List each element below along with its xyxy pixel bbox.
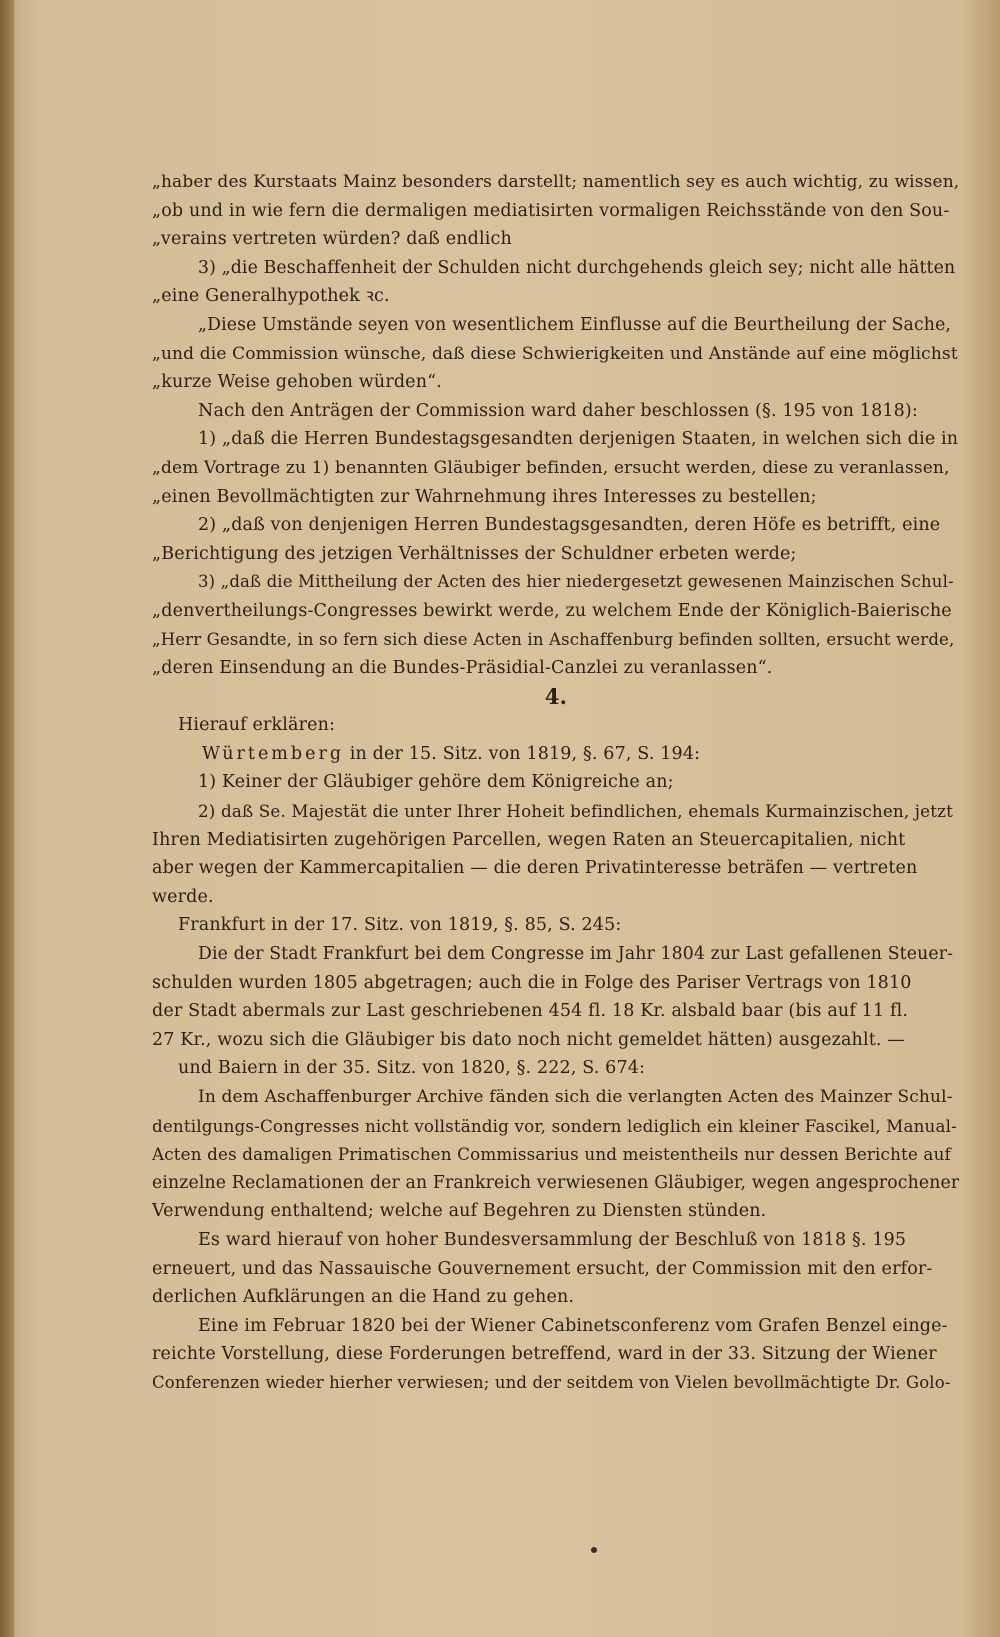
- text-line: Conferenzen wieder hierher verwiesen; und der seitdem von Vielen bevollmächtigte Dr. Golo-: [152, 1372, 951, 1392]
- text-line: schulden wurden 1805 abgetragen; auch die in Folge des Pariser Vertrags von 1810: [152, 972, 912, 993]
- text-line: Nach den Anträgen der Commission ward daher beschlossen (§. 195 von 1818):: [198, 400, 918, 421]
- text-line: derlichen Aufklärungen an die Hand zu gehen.: [152, 1287, 575, 1308]
- text-line: der Stadt abermals zur Last geschriebenen 454 fl. 18 Kr. alsbald baar (bis auf 11 fl.: [152, 1001, 909, 1022]
- text-line: 2) „daß von denjenigen Herren Bundestagsgesandten, deren Höfe es betrifft, eine: [198, 515, 941, 536]
- text-line: aber wegen der Kammercapitalien — die deren Privatinteresse beträfen — vertreten: [152, 858, 918, 879]
- text-line: Verwendung enthaltend; welche auf Begehren zu Diensten stünden.: [152, 1201, 767, 1222]
- text-line: „und die Commission wünsche, daß diese Schwierigkeiten und Anstände auf eine möglichst: [152, 343, 958, 364]
- text-line: Ihren Mediatisirten zugehörigen Parcellen, wegen Raten an Steuercapitalien, nicht: [152, 829, 906, 850]
- text-line: Die der Stadt Frankfurt bei dem Congresse im Jahr 1804 zur Last gefallenen Steuer-: [198, 944, 954, 965]
- text-line: 3) „daß die Mittheilung der Acten des hier niedergesetzt gewesenen Mainzischen Schul-: [198, 572, 954, 592]
- text-line: „dem Vortrage zu 1) benannten Gläubiger befinden, ersucht werden, diese zu veranlassen,: [152, 457, 950, 478]
- section-number: 4.: [544, 683, 568, 709]
- text-line: erneuert, und das Nassauische Gouvernement ersucht, der Commission mit den erfor-: [152, 1258, 933, 1279]
- book-spine-edge: [0, 0, 14, 1637]
- text-line: Frankfurt in der 17. Sitz. von 1819, §. 85, S. 245:: [178, 915, 622, 936]
- text-line: werde.: [152, 886, 214, 907]
- body-text: [152, 168, 960, 1398]
- text-line: „denvertheilungs-Congresses bewirkt werde, zu welchem Ende der Königlich-Baierische: [152, 600, 952, 621]
- text-line: dentilgungs-Congresses nicht vollständig vor, sondern lediglich ein kleiner Fascikel, Manual-: [152, 1115, 957, 1136]
- text-line: 2) daß Se. Majestät die unter Ihrer Hoheit befindlichen, ehemals Kurmainzischen, jetzt: [198, 801, 953, 822]
- text-line: reichte Vorstellung, diese Forderungen betreffend, ward in der 33. Sitzung der Wiener: [152, 1344, 937, 1365]
- text-line: „haber des Kurstaats Mainz besonders darstellt; namentlich sey es auch wichtig, zu wissen,: [152, 172, 960, 192]
- text-line: „kurze Weise gehoben würden“.: [152, 372, 442, 393]
- text-line: 1) „daß die Herren Bundestagsgesandten derjenigen Staaten, in welchen sich die in: [198, 429, 959, 450]
- text-line: „Berichtigung des jetzigen Verhältnisses der Schuldner erbeten werde;: [152, 543, 797, 564]
- text-line: „ob und in wie fern die dermaligen mediatisirten vormaligen Reichsstände von den Sou-: [152, 200, 950, 221]
- text-line: 1) Keiner der Gläubiger gehöre dem Königreiche an;: [198, 772, 674, 793]
- text-line: In dem Aschaffenburger Archive fänden sich die verlangten Acten des Mainzer Schul-: [198, 1087, 953, 1107]
- text-line: Würtemberg in der 15. Sitz. von 1819, §. 67, S. 194:: [202, 743, 701, 764]
- text-line: „deren Einsendung an die Bundes-Präsidial-Canzlei zu veranlassen“.: [152, 658, 773, 679]
- text-line: Acten des damaligen Primatischen Commissarius und meistentheils nur dessen Berichte auf: [152, 1144, 951, 1165]
- text-line: „Herr Gesandte, in so fern sich diese Acten in Aschaffenburg befinden sollten, ersucht werde,: [152, 629, 955, 649]
- spaced-name: Würtemberg: [202, 743, 345, 764]
- text-line: „Diese Umstände seyen von wesentlichem Einflusse auf die Beurtheilung der Sache,: [198, 314, 952, 335]
- text-line: „einen Bevollmächtigten zur Wahrnehmung ihres Interesses zu bestellen;: [152, 486, 817, 507]
- text-line: 27 Kr., wozu sich die Gläubiger bis dato noch nicht gemeldet hätten) ausgezahlt. —: [152, 1029, 905, 1050]
- text-line: „verains vertreten würden? daß endlich: [152, 229, 512, 250]
- text-line: Hierauf erklären:: [178, 715, 336, 736]
- text-line: 3) „die Beschaffenheit der Schulden nicht durchgehends gleich sey; nicht alle hätten: [198, 257, 956, 278]
- text-line: und Baiern in der 35. Sitz. von 1820, §. 222, S. 674:: [178, 1058, 646, 1079]
- text-line: Es ward hierauf von hoher Bundesversammlung der Beschluß von 1818 §. 195: [198, 1229, 907, 1250]
- text-line: „eine Generalhypothek ꝛc.: [152, 286, 390, 307]
- text-line: Eine im Februar 1820 bei der Wiener Cabinetsconferenz vom Grafen Benzel einge-: [198, 1315, 948, 1336]
- ink-speck: [591, 1547, 597, 1553]
- text-line: einzelne Reclamationen der an Frankreich verwiesenen Gläubiger, wegen angesprochener: [152, 1172, 960, 1193]
